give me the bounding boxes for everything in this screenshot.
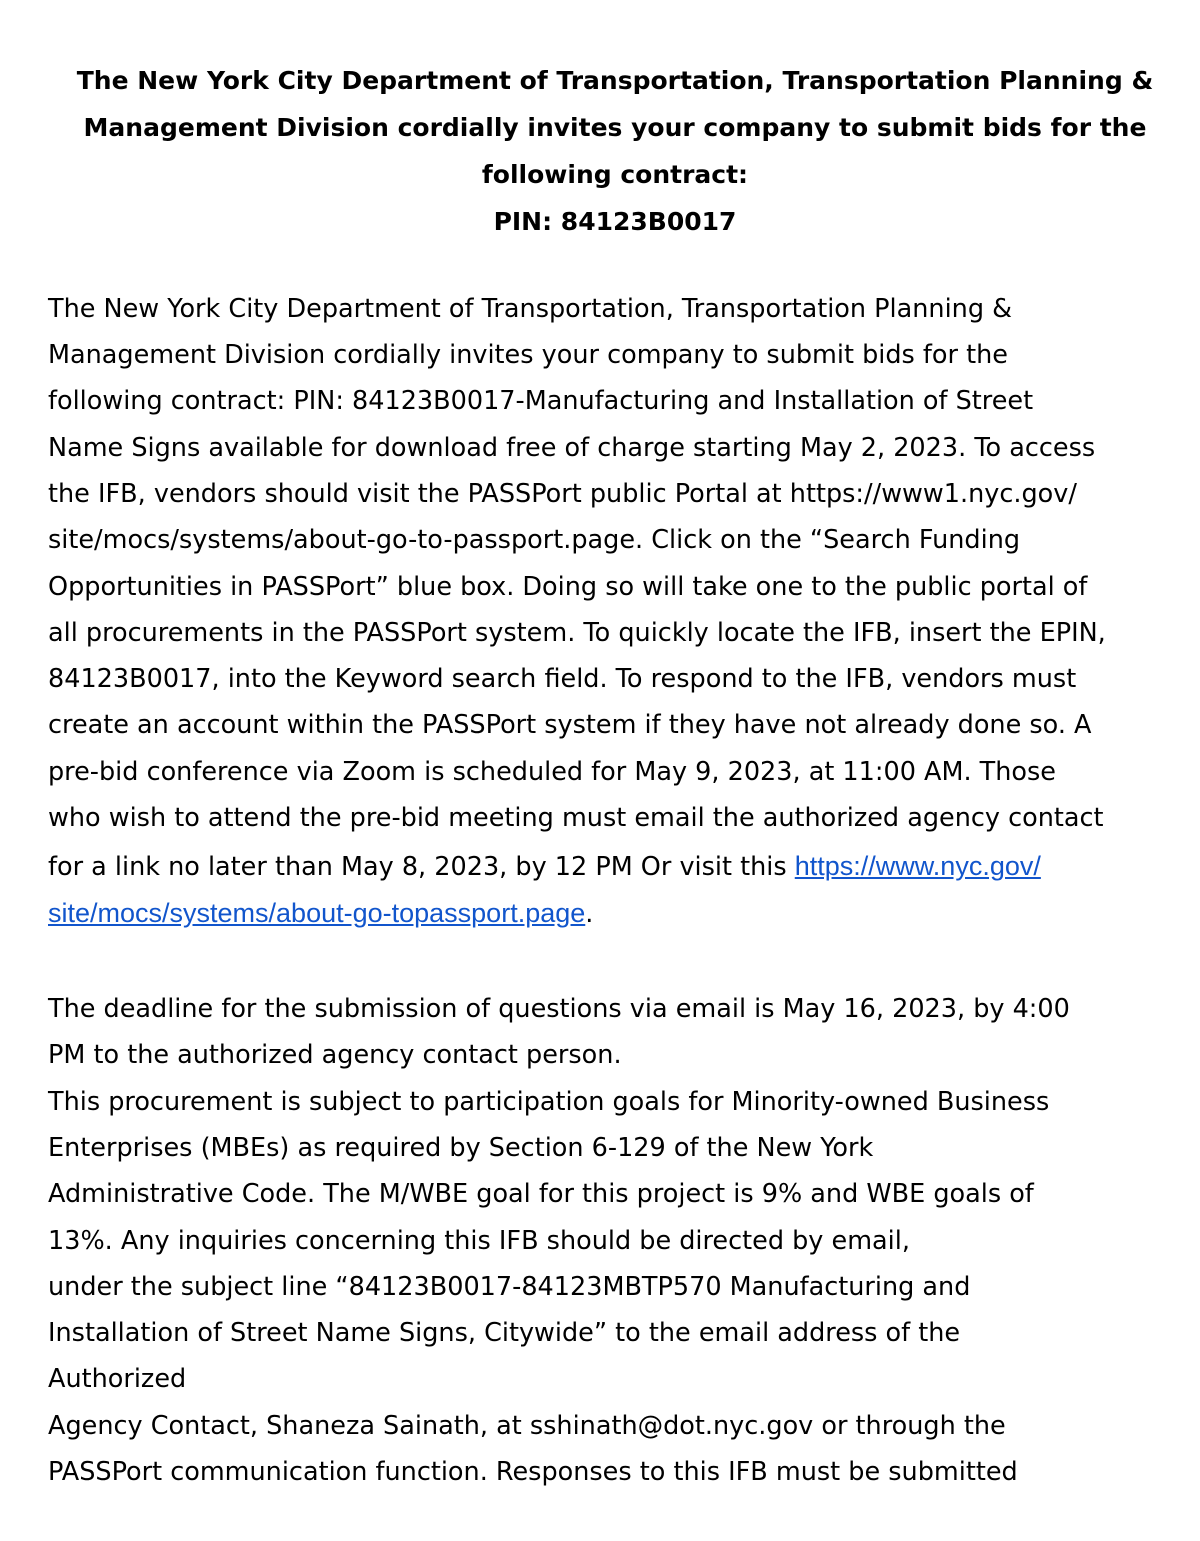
passport-link[interactable]: https://www.nyc.gov/: [794, 851, 1041, 881]
pin-heading: PIN: 84123B0017: [493, 207, 737, 236]
heading-line: following contract:: [481, 160, 749, 189]
paragraph-line: This procurement is subject to participation goals for Minority-owned Business: [48, 1087, 1050, 1117]
paragraph-line: Management Division cordially invites your company to submit bids for the: [48, 340, 1008, 370]
notice-heading: [60, 57, 1170, 245]
paragraph-line: who wish to attend the pre-bid meeting must email the authorized agency contact: [48, 803, 1104, 833]
paragraph-line: under the subject line “84123B0017-84123MBTP570 Manufacturing and: [48, 1272, 971, 1302]
paragraph-line: [48, 843, 1041, 890]
passport-link-continued[interactable]: site/mocs/systems/about-go-topassport.page: [48, 898, 586, 928]
link-prefix-text: for a link no later than May 8, 2023, by 12 PM Or visit this: [48, 852, 795, 882]
paragraph-line: Name Signs available for download free of charge starting May 2, 2023. To access: [48, 433, 1096, 463]
paragraph-line: Administrative Code. The M/WBE goal for this project is 9% and WBE goals of: [48, 1179, 1034, 1209]
paragraph-line: all procurements in the PASSPort system. To quickly locate the IFB, insert the EPIN,: [48, 618, 1106, 648]
paragraph-line: Enterprises (MBEs) as required by Section 6-129 of the New York: [48, 1133, 874, 1163]
paragraph-line: PASSPort communication function. Responses to this IFB must be submitted: [48, 1457, 1018, 1487]
paragraph-line: following contract: PIN: 84123B0017-Manufacturing and Installation of Street: [48, 386, 1034, 416]
paragraph-line: PM to the authorized agency contact person.: [48, 1040, 622, 1070]
paragraph-line: 84123B0017, into the Keyword search field. To respond to the IFB, vendors must: [48, 664, 1077, 694]
heading-line: Management Division cordially invites your company to submit bids for the: [83, 113, 1147, 142]
paragraph-line: Agency Contact, Shaneza Sainath, at sshinath@dot.nyc.gov or through the: [48, 1411, 1006, 1441]
heading-line: The New York City Department of Transportation, Transportation Planning &: [76, 66, 1154, 95]
paragraph-line: Opportunities in PASSPort” blue box. Doing so will take one to the public portal of: [48, 572, 1088, 602]
paragraph-line: [48, 890, 593, 937]
paragraph-line: The deadline for the submission of questions via email is May 16, 2023, by 4:00: [48, 994, 1070, 1024]
paragraph-line: The New York City Department of Transportation, Transportation Planning &: [48, 294, 1012, 324]
paragraph-line: the IFB, vendors should visit the PASSPort public Portal at https://www1.nyc.gov/: [48, 479, 1077, 509]
paragraph-line: pre-bid conference via Zoom is scheduled for May 9, 2023, at 11:00 AM. Those: [48, 757, 1056, 787]
paragraph-line: site/mocs/systems/about-go-to-passport.page. Click on the “Search Funding: [48, 525, 1021, 555]
paragraph-line: Installation of Street Name Signs, Citywide” to the email address of the: [48, 1318, 961, 1348]
paragraph-line: 13%. Any inquiries concerning this IFB should be directed by email,: [48, 1226, 910, 1256]
link-suffix-text: .: [585, 899, 594, 929]
paragraph-line: Authorized: [48, 1364, 187, 1394]
paragraph-line: create an account within the PASSPort system if they have not already done so. A: [48, 710, 1092, 740]
